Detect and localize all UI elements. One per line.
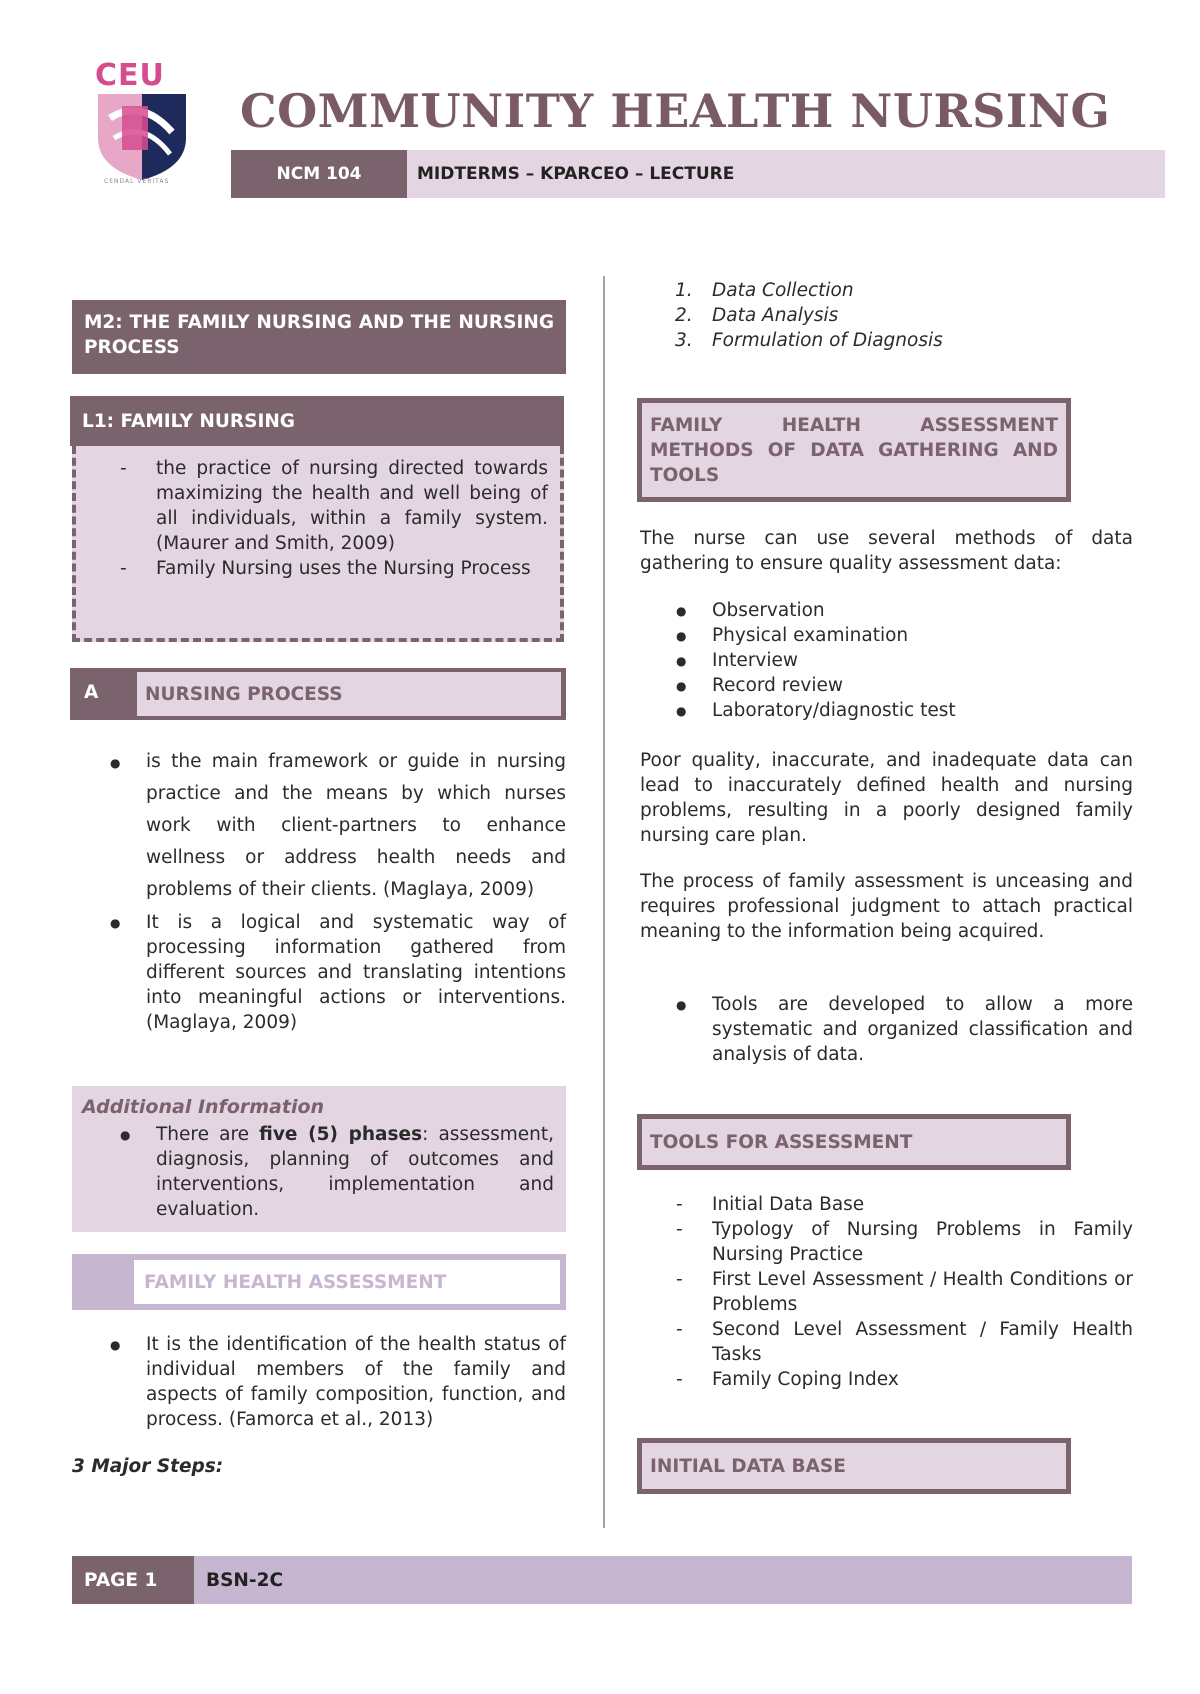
list-item: ● Laboratory/diagnostic test [712,698,1132,723]
course-code: NCM 104 [231,150,407,198]
additional-info-title: Additional Information [82,1096,325,1118]
list-item: - Second Level Assessment / Family Health Tasks [712,1317,1133,1367]
list-item [675,303,1012,328]
list-item: - Family Nursing uses the Nursing Process [156,556,548,581]
section-a-title: NURSING PROCESS [137,672,561,716]
list-item: ● Observation [712,598,1132,623]
footer-section: BSN-2C [194,1556,1132,1604]
poor-quality-paragraph: Poor quality, inaccurate, and inadequate data can lead to inaccurately defined health and nursing problems, resulting in a poorly designed family nursing care plan. [640,750,1133,846]
step-number: 3. [675,330,693,351]
course-subtitle: MIDTERMS – KPARCEO – LECTURE [407,150,1165,198]
module-title: M2: THE FAMILY NURSING AND THE NURSING PROCESS [72,300,566,374]
phases-post: : assessment, diagnosis, planning of outcomes and interventions, implementation and evaluation. [156,1124,554,1220]
list-item: - First Level Assessment / Health Conditions or Problems [712,1267,1133,1317]
list-item: ● Interview [712,648,1132,673]
step-text: Data Collection [712,280,854,301]
steps-list [675,278,1012,353]
list-item: ● It is a logical and systematic way of processing information gathered from different sources and translating intentions into meaningful actions or interventions. (Maglaya, 2009) [146,910,566,1035]
list-item: ● It is the identification of the health status of individual members of the family and aspects of family composition, function, and process. (Famorca et al., 2013) [146,1332,566,1432]
list-item: - Initial Data Base [712,1192,1133,1217]
logo-text: CEU [95,58,165,93]
list-item: - the practice of nursing directed towards maximizing the health and well being of all individuals, within a family system. (Maurer and Smith, 2009) [156,456,548,556]
step-text: Data Analysis [712,305,839,326]
list-item: ● Physical examination [712,623,1132,648]
process-paragraph: The process of family assessment is unceasing and requires professional judgment to attach practical meaning to the information being acquired. [640,871,1133,942]
tools-note-list [712,992,1133,1067]
list-item: ● Tools are developed to allow a more systematic and organized classification and analysis of data. [712,992,1133,1067]
fha-list [146,1332,566,1432]
logo-year: 1907 [160,98,181,107]
list-item: - Typology of Nursing Problems in Family Nursing Practice [712,1217,1133,1267]
list-item: ● is the main framework or guide in nursing practice and the means by which nurses work with client-partners to enhance wellness or address health needs and problems of their clients. (Maglaya, 2009) [146,746,566,906]
list-item [675,328,1012,353]
footer-page: PAGE 1 [72,1556,194,1604]
logo-motto: CENDAL VERITAS [104,178,170,185]
l1-list [156,456,548,581]
column-divider [603,276,605,1528]
list-item [675,278,1012,303]
phases-pre: There are [156,1124,260,1145]
list-item: - Family Coping Index [712,1367,1133,1392]
step-number: 2. [675,305,693,326]
section-a-letter: A [84,682,99,703]
major-steps-label: 3 Major Steps: [72,1456,224,1477]
step-text: Formulation of Diagnosis [712,330,943,351]
step-number: 1. [675,280,693,301]
additional-info-list [156,1122,554,1222]
page-title: COMMUNITY HEALTH NURSING [240,84,1111,138]
tools-list [712,1192,1133,1392]
idb-title: INITIAL DATA BASE [642,1443,1066,1489]
methods-list [712,598,1132,723]
l1-title: L1: FAMILY NURSING [70,396,564,446]
list-item [156,1122,554,1222]
methods-intro: The nurse can use several methods of data gathering to ensure quality assessment data: [640,528,1133,574]
phases-bold: five (5) phases [259,1124,423,1145]
tools-title: TOOLS FOR ASSESSMENT [642,1119,1066,1165]
methods-title: FAMILY HEALTH ASSESSMENT METHODS OF DATA GATHERING AND TOOLS [642,403,1066,497]
list-item: ● Record review [712,673,1132,698]
fha-title: FAMILY HEALTH ASSESSMENT [132,1258,562,1306]
nursing-process-list [146,746,566,1035]
